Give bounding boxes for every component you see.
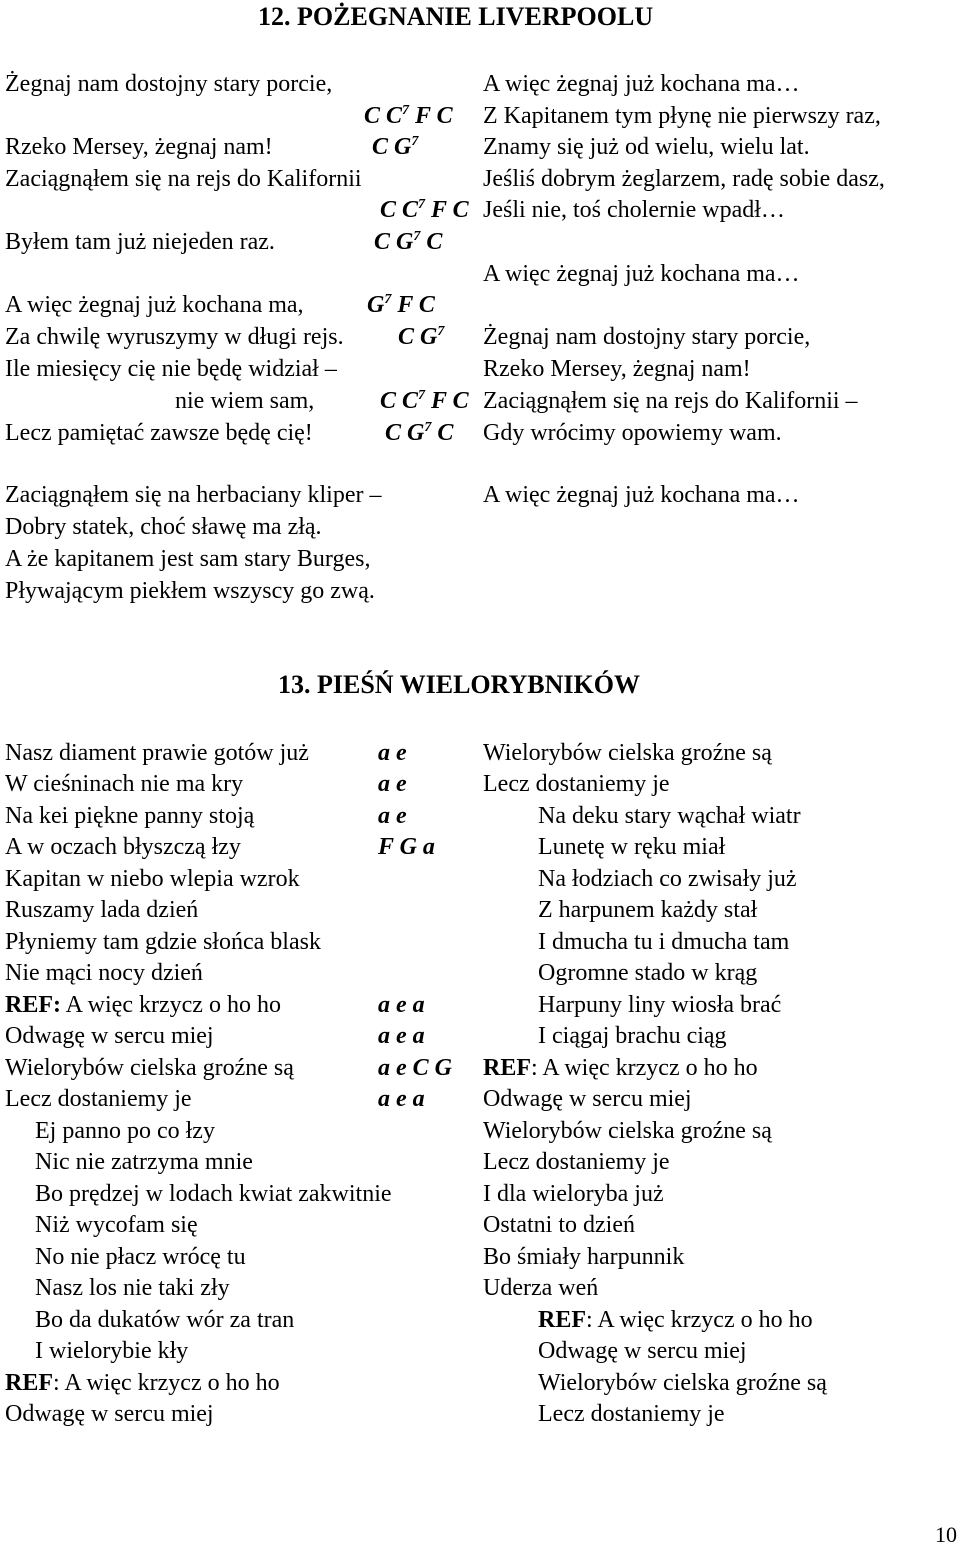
lyric-line: Odwagę w sercu miej [483, 1086, 692, 1112]
lyric-line: I dla wieloryba już [483, 1181, 664, 1207]
lyric-line: A więc żegnaj już kochana ma, [5, 292, 304, 318]
chord-label: a e [378, 771, 407, 797]
lyric-line: Wielorybów cielska groźne są [5, 1055, 294, 1081]
lyric-line: A w oczach błyszczą łzy [5, 834, 241, 860]
chord-label: C $G^7$ C [374, 229, 443, 255]
lyric-line: Żegnaj nam dostojny stary porcie, [5, 71, 333, 97]
song-12-title: 12. POŻEGNANIE LIVERPOOLU [258, 2, 654, 31]
lyric-line: Kapitan w niebo wlepia wzrok [5, 866, 300, 892]
lyric-line: Ruszamy lada dzień [5, 897, 199, 923]
lyric-line: Wielorybów cielska groźne są [538, 1370, 827, 1396]
refrain-marker: REF [5, 1370, 53, 1396]
lyric-line: Uderza weń [483, 1275, 599, 1301]
lyric-line: Lecz dostaniemy je [538, 1401, 725, 1427]
chord-label: C $G^7$ [398, 324, 445, 350]
lyric-line: Płyniemy tam gdzie słońca blask [5, 929, 321, 955]
lyric-line: Żegnaj nam dostojny stary porcie, [483, 324, 811, 350]
lyric-line: A więc żegnaj już kochana ma… [483, 482, 800, 508]
chord-label: a e [378, 740, 407, 766]
lyric-line: Lecz pamiętać zawsze będę cię! [5, 420, 313, 446]
lyric-line: Ej panno po co łzy [35, 1118, 215, 1144]
lyric-line: A więc żegnaj już kochana ma… [483, 261, 800, 287]
lyric-line: Nasz los nie taki zły [35, 1275, 230, 1301]
lyric-line: I ciągaj brachu ciąg [538, 1023, 727, 1049]
lyric-line: Odwagę w sercu miej [5, 1023, 214, 1049]
lyric-line: Rzeko Mersey, żegnaj nam! [5, 134, 273, 160]
refrain-marker: REF [483, 1055, 531, 1081]
chord-label: C $C^7$ F C [364, 103, 453, 129]
lyric-line: Wielorybów cielska groźne są [483, 1118, 772, 1144]
lyric-line: Ogromne stado w krąg [538, 960, 758, 986]
lyric-line: Za chwilę wyruszymy w długi rejs. [5, 324, 344, 350]
refrain-line: REF: A więc krzycz o ho ho [483, 1055, 758, 1081]
refrain-line: REF: A więc krzycz o ho ho [5, 1370, 280, 1396]
chord-label: F G a [378, 834, 435, 860]
refrain-marker: REF [538, 1307, 586, 1333]
lyric-line: Harpuny liny wiosła brać [538, 992, 782, 1018]
lyric-line: Nasz diament prawie gotów już [5, 740, 309, 766]
lyric-line: A więc żegnaj już kochana ma… [483, 71, 800, 97]
lyric-line: Lecz dostaniemy je [5, 1086, 192, 1112]
lyric-line: Znamy się już od wielu, wielu lat. [483, 134, 810, 160]
lyric-line: Nic nie zatrzyma mnie [35, 1149, 253, 1175]
lyric-line: Ostatni to dzień [483, 1212, 635, 1238]
song-13-title: 13. PIEŚŃ WIELORYBNIKÓW [278, 670, 640, 699]
lyric-line: W cieśninach nie ma kry [5, 771, 244, 797]
lyric-line: Byłem tam już niejeden raz. [5, 229, 275, 255]
lyric-line: Na łodziach co zwisały już [538, 866, 797, 892]
lyric-line: I dmucha tu i dmucha tam [538, 929, 790, 955]
lyric-line: Na deku stary wąchał wiatr [538, 803, 801, 829]
lyric-line: Na kei piękne panny stoją [5, 803, 255, 829]
lyric-line: Rzeko Mersey, żegnaj nam! [483, 356, 751, 382]
lyric-line: Dobry statek, choć sławę ma złą. [5, 514, 322, 540]
lyric-line: Lecz dostaniemy je [483, 1149, 670, 1175]
lyric-line: No nie płacz wrócę tu [35, 1244, 246, 1270]
refrain-line: REF: A więc krzycz o ho ho [5, 992, 281, 1018]
lyric-line: Jeśli nie, toś cholernie wpadł… [483, 197, 785, 223]
lyric-line: Ile miesięcy cię nie będę widział – [5, 356, 337, 382]
lyric-line: Bo da dukatów wór za tran [35, 1307, 295, 1333]
lyric-line: Z harpunem każdy stał [538, 897, 758, 923]
lyric-line: Z Kapitanem tym płynę nie pierwszy raz, [483, 103, 881, 129]
lyric-line: Zaciągnąłem się na herbaciany kliper – [5, 482, 382, 508]
lyric-line: Zaciągnąłem się na rejs do Kalifornii [5, 166, 362, 192]
chord-label: C $C^7$ F C [380, 388, 469, 414]
lyric-line: Lunetę w ręku miał [538, 834, 726, 860]
chord-label: a e a [378, 1086, 425, 1112]
page-number: 10 [935, 1522, 957, 1547]
chord-label: C $G^7$ [372, 134, 419, 160]
lyric-line: nie wiem sam, [175, 388, 315, 414]
lyric-line: Odwagę w sercu miej [538, 1338, 747, 1364]
lyric-line: Nie mąci nocy dzień [5, 960, 203, 986]
lyric-line: Lecz dostaniemy je [483, 771, 670, 797]
refrain-marker: REF: [5, 992, 61, 1018]
chord-label: $G^7$ F C [367, 292, 435, 318]
chord-label: a e [378, 803, 407, 829]
lyric-line: Gdy wrócimy opowiemy wam. [483, 420, 782, 446]
lyric-line: Bo prędzej w lodach kwiat zakwitnie [35, 1181, 392, 1207]
lyric-line: Zaciągnąłem się na rejs do Kalifornii – [483, 388, 858, 414]
chord-label: a e a [378, 992, 425, 1018]
lyric-line: Bo śmiały harpunnik [483, 1244, 685, 1270]
lyric-line: Pływającym piekłem wszyscy go zwą. [5, 578, 375, 604]
lyric-line: A że kapitanem jest sam stary Burges, [5, 546, 371, 572]
lyric-line: Wielorybów cielska groźne są [483, 740, 772, 766]
chord-label: C $C^7$ F C [380, 197, 469, 223]
lyric-line: I wielorybie kły [35, 1338, 189, 1364]
chord-label: a e C G [378, 1055, 452, 1081]
lyric-line: Jeśliś dobrym żeglarzem, radę sobie dasz, [483, 166, 885, 192]
chord-label: C $G^7$ C [385, 420, 454, 446]
lyric-line: Odwagę w sercu miej [5, 1401, 214, 1427]
lyric-line: Niż wycofam się [35, 1212, 198, 1238]
refrain-line: REF: A więc krzycz o ho ho [538, 1307, 813, 1333]
chord-label: a e a [378, 1023, 425, 1049]
